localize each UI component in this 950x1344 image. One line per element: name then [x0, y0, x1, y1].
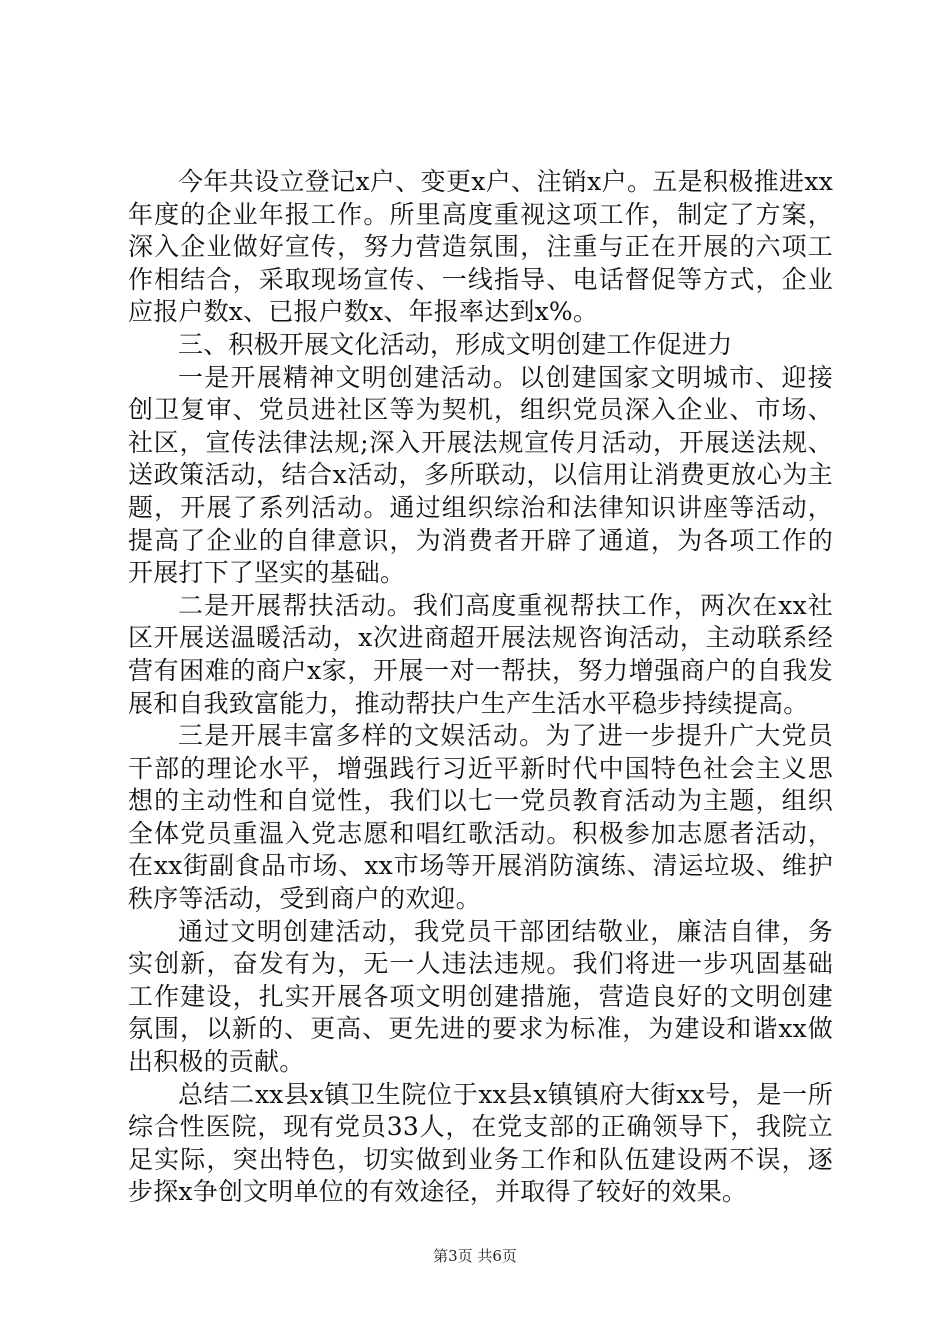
- paragraph-entertainment-activities: 三是开展丰富多样的文娱活动。为了进一步提升广大党员干部的理论水平，增强践行习近平新时代中国特色社会主义思想的主动性和自觉性，我们以七一党员教育活动为主题，组织全体党员重温入党志愿和唱红歌活动。积极参加志愿者活动，在xx街副食品市场、xx市场等开展消防演练、清运垃圾、维护秩序等活动，受到商户的欢迎。: [128, 721, 833, 914]
- paragraph-assistance-activities: 二是开展帮扶活动。我们高度重视帮扶工作，两次在xx社区开展送温暖活动，x次进商超开展法规咨询活动，主动联系经营有困难的商户x家，开展一对一帮扶，努力增强商户的自我发展和自我致富能力，推动帮扶户生产生活水平稳步持续提高。: [128, 590, 833, 718]
- page-number-footer: 第3页 共6页: [433, 1247, 517, 1265]
- paragraph-registration-summary: 今年共设立登记x户、变更x户、注销x户。五是积极推进xx年度的企业年报工作。所里高度重视这项工作，制定了方案，深入企业做好宣传，努力营造氛围，注重与正在开展的六项工作相结合，采取现场宣传、一线指导、电话督促等方式，企业应报户数x、已报户数x、年报率达到x%。: [128, 167, 833, 327]
- paragraph-conclusion: 通过文明创建活动，我党员干部团结敬业，廉洁自律，务实创新，奋发有为，无一人违法违规。我们将进一步巩固基础工作建设，扎实开展各项文明创建措施，营造良好的文明创建氛围，以新的、更高、更先进的要求为标准，为建设和谐xx做出积极的贡献。: [128, 916, 833, 1077]
- paragraph-summary-two: 总结二xx县x镇卫生院位于xx县x镇镇府大街xx号，是一所综合性医院，现有党员33人，在党支部的正确领导下，我院立足实际，突出特色，切实做到业务工作和队伍建设两不误，逐步探x争创文明单位的有效途径，并取得了较好的效果。: [128, 1079, 833, 1207]
- section-heading-culture: 三、积极开展文化活动，形成文明创建工作促进力: [178, 329, 733, 359]
- document-body: [128, 166, 833, 1209]
- paragraph-civilization-activities: 一是开展精神文明创建活动。以创建国家文明城市、迎接创卫复审、党员进社区等为契机，组织党员深入企业、市场、社区，宣传法律法规;深入开展法规宣传月活动，开展送法规、送政策活动，结合x活动，多所联动，以信用让消费更放心为主题，开展了系列活动。通过组织综治和法律知识讲座等活动，提高了企业的自律意识，为消费者开辟了通道，为各项工作的开展打下了坚实的基础。: [128, 362, 833, 588]
